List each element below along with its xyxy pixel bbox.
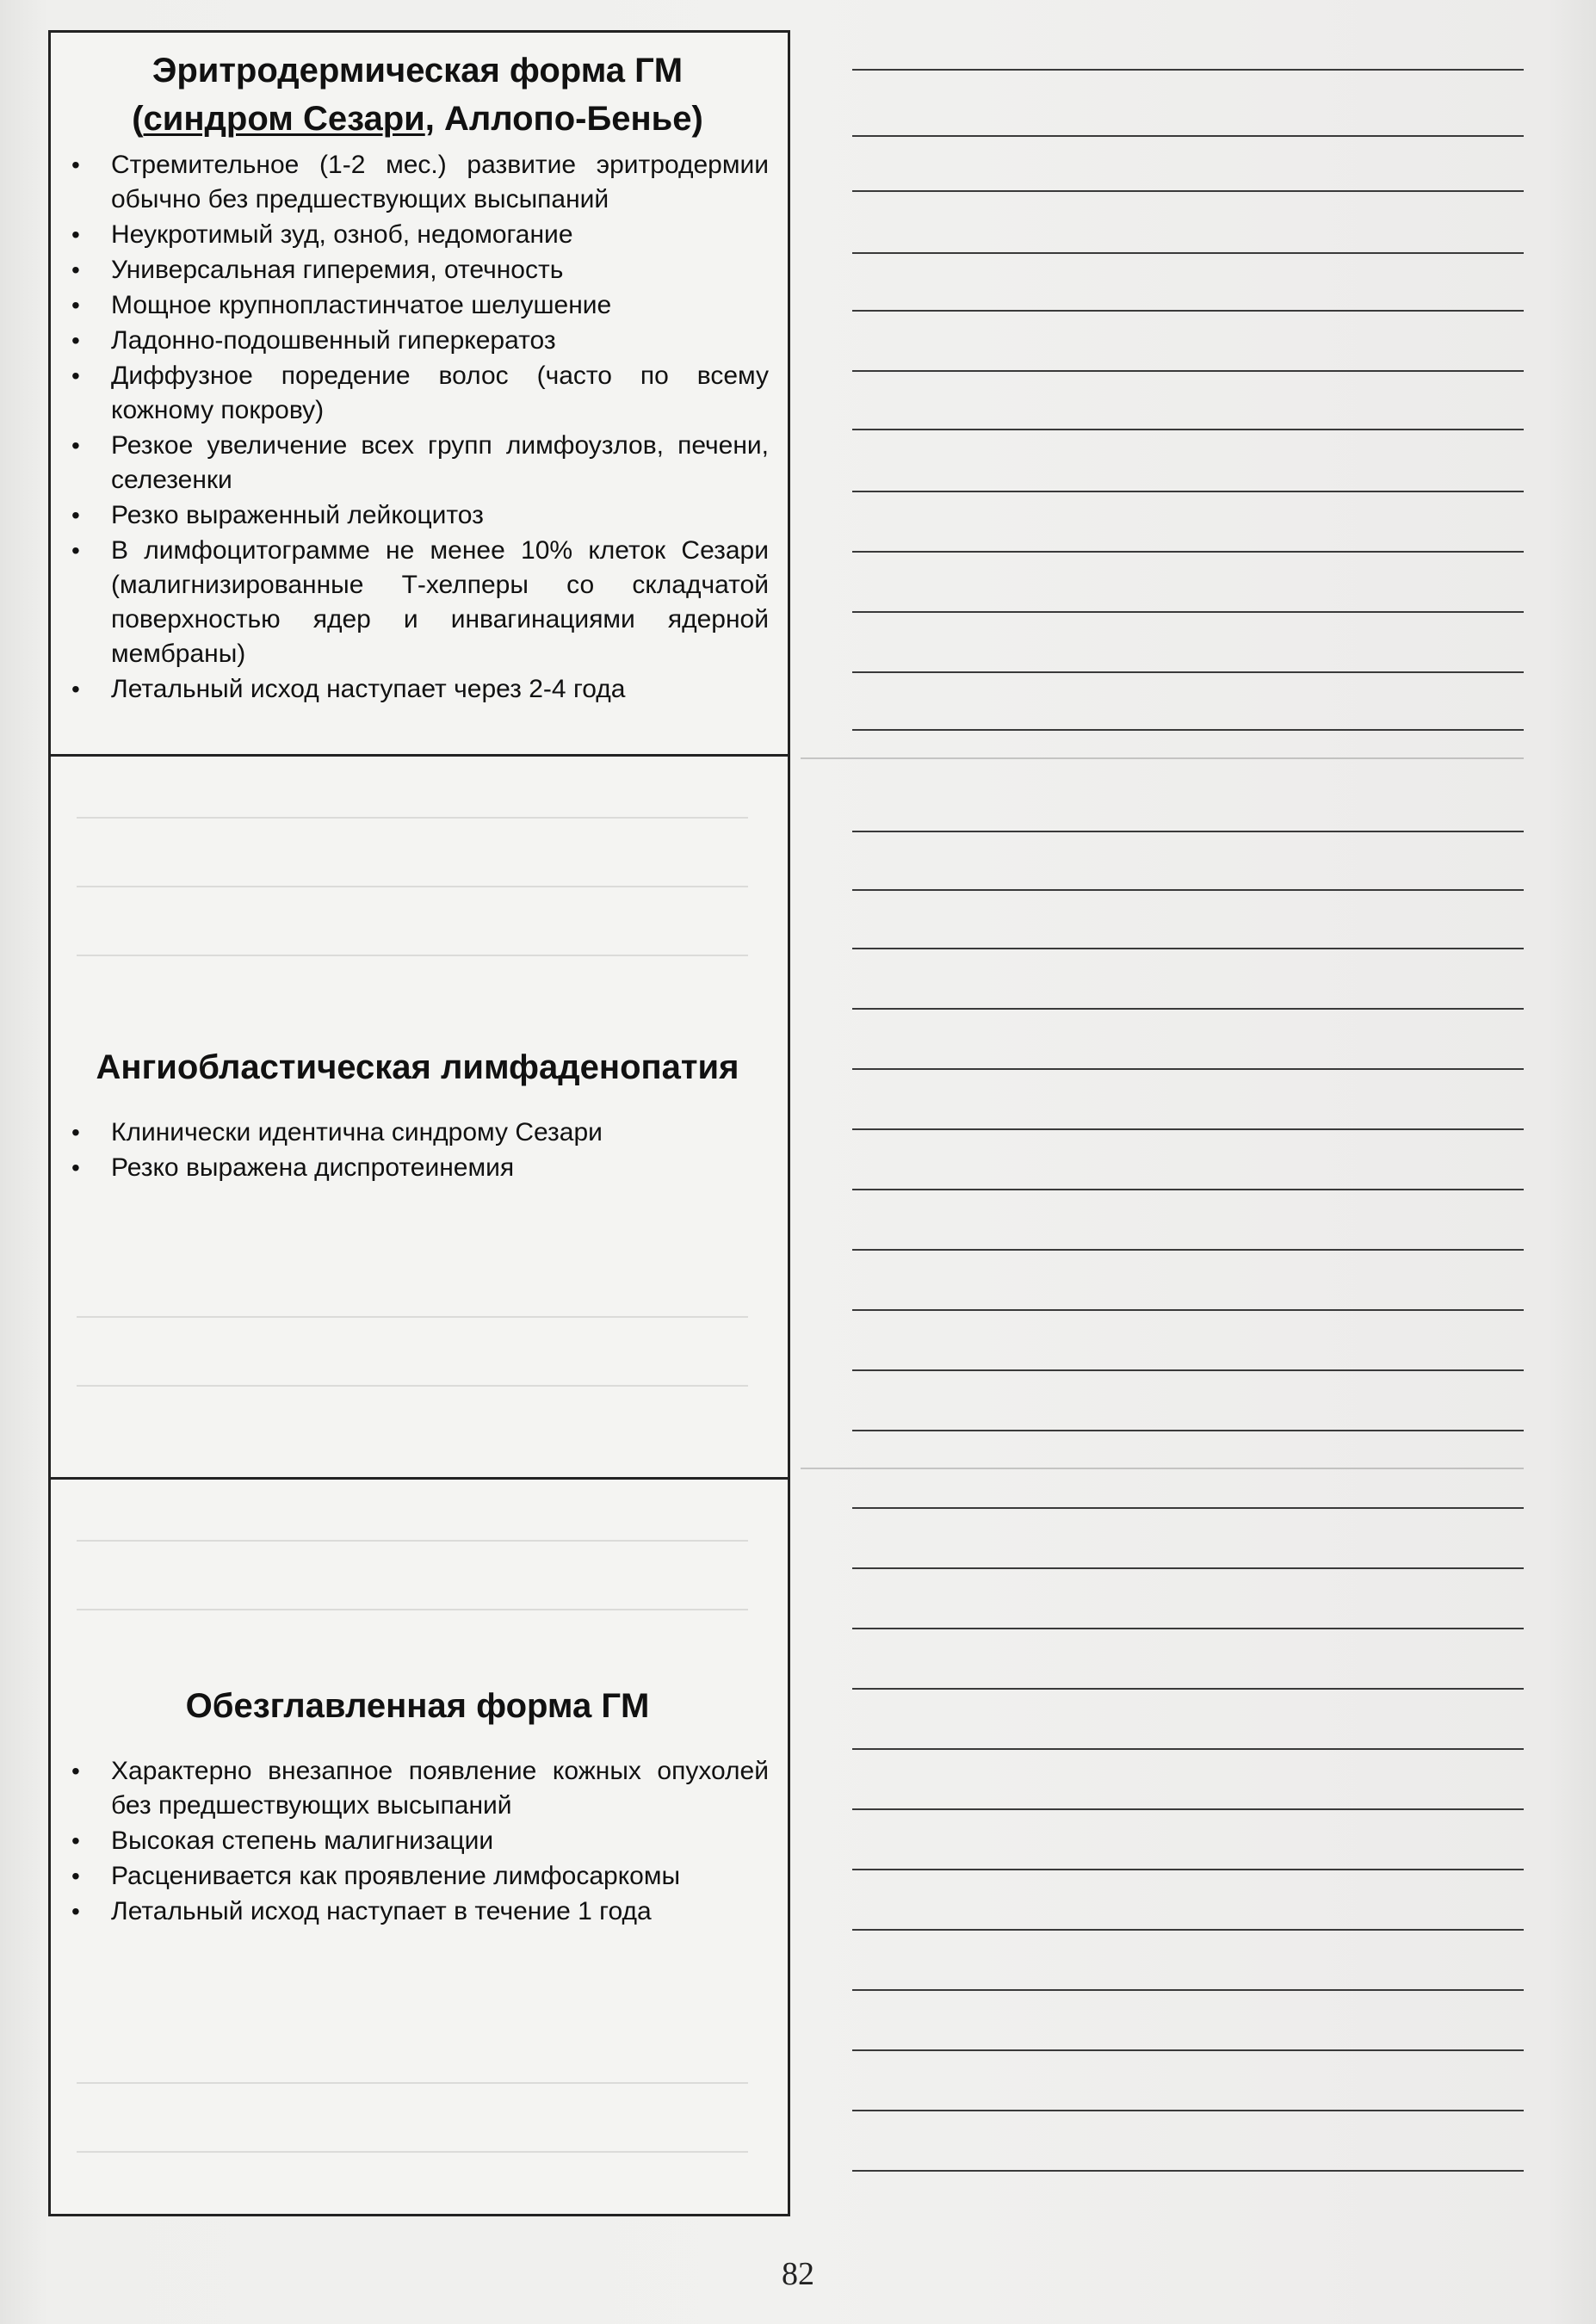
card-title-angioblastic: Ангиобластическая лимфаденопатия [96, 1048, 739, 1086]
right-column-ruled-lines [801, 30, 1524, 2216]
ruled-line [852, 2049, 1524, 2051]
ruled-line [852, 429, 1524, 430]
ruled-line [852, 1929, 1524, 1931]
bleed-through-line [77, 1316, 748, 1318]
bleed-through-line [77, 2082, 748, 2084]
list-item: • Характерно внезапное появление кожных опухолей без предшествующих высыпаний [66, 1754, 769, 1823]
ruled-line [852, 611, 1524, 613]
angioblastic-criteria-list [66, 1116, 769, 1185]
ruled-line [852, 2110, 1524, 2111]
left-column-cards [48, 30, 790, 2216]
list-item: • Неукротимый зуд, озноб, недомогание [66, 218, 769, 252]
ruled-line [852, 370, 1524, 372]
list-item: • Резко выраженный лейкоцитоз [66, 498, 769, 533]
page-number: 82 [782, 2256, 814, 2292]
ruled-line [852, 1507, 1524, 1509]
list-item: • Мощное крупнопластинчатое шелушение [66, 288, 769, 323]
list-item: • Летальный исход наступает через 2-4 года [66, 672, 769, 707]
list-item: • Расценивается как проявление лимфосаркомы [66, 1859, 769, 1894]
bleed-through-line [77, 1540, 748, 1542]
erythrodermic-criteria-list [66, 148, 769, 707]
list-item: • Ладонно-подошвенный гиперкератоз [66, 324, 769, 358]
ruled-line [852, 1189, 1524, 1190]
card-erythrodermic-form [51, 33, 788, 754]
list-item: • Диффузное поредение волос (часто по всему кожному покрову) [66, 359, 769, 428]
title-line-1: Эритродермическая форма ГМ [152, 52, 684, 90]
title-rest: , Аллопо-Бенье) [424, 100, 703, 138]
ruled-line [852, 1068, 1524, 1070]
ruled-line [852, 889, 1524, 891]
section-divider [801, 1468, 1524, 1469]
ruled-line [852, 671, 1524, 673]
ruled-line [852, 831, 1524, 832]
bleed-through-line [77, 1609, 748, 1610]
card-decapitated-form [51, 1477, 788, 2214]
ruled-line [852, 190, 1524, 192]
ruled-line [852, 310, 1524, 312]
list-item: • В лимфоцитограмме не менее 10% клеток Сезари (малигнизированные Т-хелперы со складчатой поверхностью ядер и инвагинациями ядерной мембраны) [66, 534, 769, 671]
ruled-line [852, 1249, 1524, 1251]
title-paren-open: ( [132, 100, 144, 138]
bleed-through-line [77, 955, 748, 956]
ruled-line [852, 948, 1524, 949]
ruled-line [852, 135, 1524, 137]
ruled-line [852, 1369, 1524, 1371]
list-item: • Стремительное (1-2 мес.) развитие эритродермии обычно без предшествующих высыпаний [66, 148, 769, 217]
ruled-line [852, 69, 1524, 71]
ruled-line [852, 1128, 1524, 1130]
ruled-line [852, 1748, 1524, 1750]
card-angioblastic-lymphadenopathy [51, 754, 788, 1477]
ruled-line [852, 2170, 1524, 2172]
list-item: • Летальный исход наступает в течение 1 года [66, 1894, 769, 1929]
section-divider [801, 757, 1524, 759]
bleed-through-line [77, 886, 748, 887]
ruled-line [852, 1628, 1524, 1629]
ruled-line [852, 1567, 1524, 1569]
ruled-line [852, 1989, 1524, 1991]
ruled-line [852, 252, 1524, 254]
decapitated-criteria-list [66, 1754, 769, 1929]
ruled-line [852, 491, 1524, 492]
ruled-line [852, 1688, 1524, 1690]
angioblastic-block [66, 1043, 769, 1186]
title-underlined-sezary: синдром Сезари [143, 100, 425, 138]
decapitated-block [66, 1682, 769, 1930]
card-title-decapitated: Обезглавленная форма ГМ [185, 1687, 650, 1725]
ruled-line [852, 551, 1524, 553]
bleed-through-line [77, 1385, 748, 1387]
card-title-erythrodermic [66, 46, 769, 143]
list-item: • Резко выражена диспротеинемия [66, 1151, 769, 1185]
ruled-line [852, 729, 1524, 731]
list-item: • Высокая степень малигнизации [66, 1824, 769, 1858]
ruled-line [852, 1309, 1524, 1311]
ruled-line [852, 1869, 1524, 1870]
ruled-line [852, 1808, 1524, 1810]
list-item: • Универсальная гиперемия, отечность [66, 253, 769, 287]
bleed-through-line [77, 817, 748, 819]
list-item: • Резкое увеличение всех групп лимфоузлов, печени, селезенки [66, 429, 769, 498]
ruled-line [852, 1430, 1524, 1431]
list-item: • Клинически идентична синдрому Сезари [66, 1116, 769, 1150]
bleed-through-line [77, 2151, 748, 2153]
ruled-line [852, 1008, 1524, 1010]
